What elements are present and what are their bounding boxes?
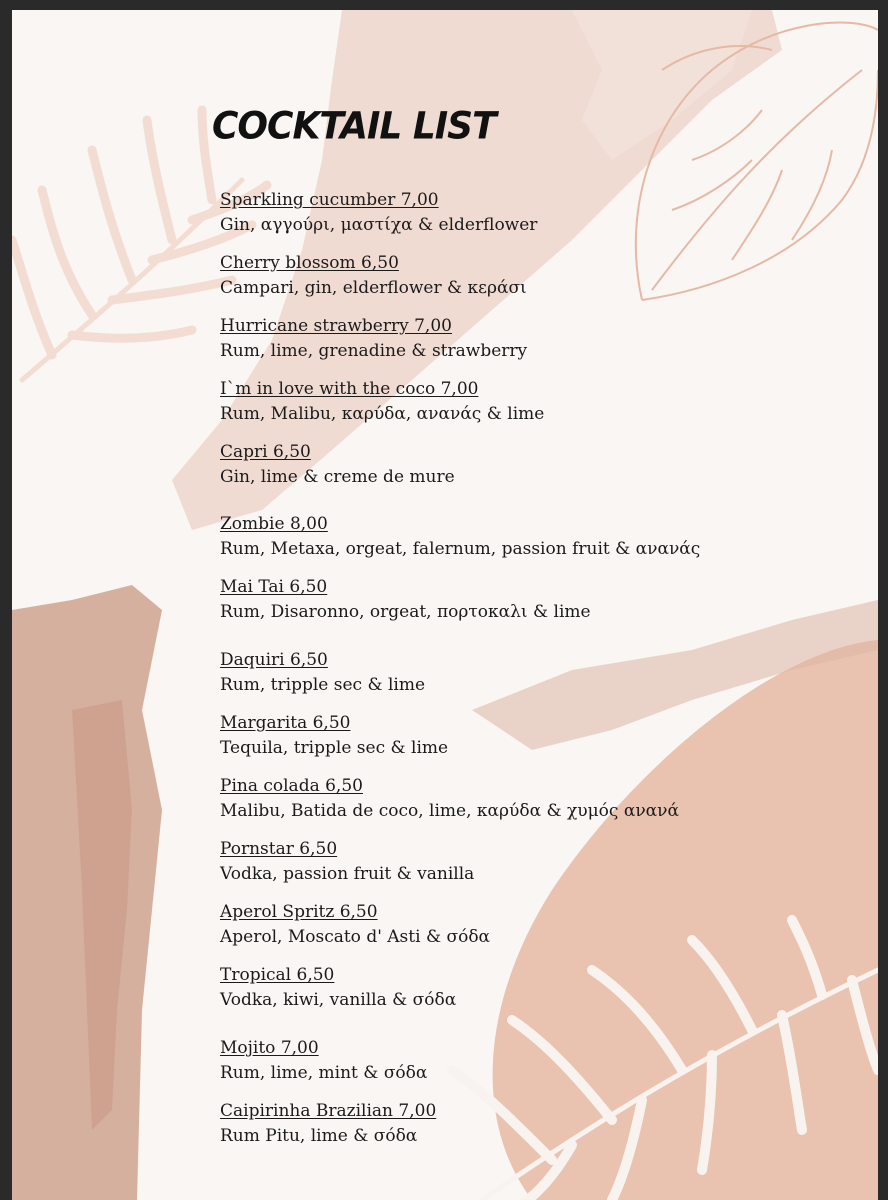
item-ingredients: Malibu, Batida de coco, lime, καρύδα & χυμός ανανά [220, 801, 679, 821]
item-ingredients: Rum, lime, mint & σόδα [220, 1063, 428, 1083]
menu-item [220, 900, 490, 950]
item-name-price: Mai Tai 6,50 [220, 577, 328, 597]
item-ingredients: Vodka, kiwi, vanilla & σόδα [220, 990, 457, 1010]
menu-page [12, 10, 878, 1200]
menu-item [220, 440, 455, 490]
item-name-price: Hurricane strawberry 7,00 [220, 316, 452, 336]
menu-item [220, 837, 474, 887]
item-name-price: Margarita 6,50 [220, 713, 351, 733]
item-name-price: Pornstar 6,50 [220, 839, 338, 859]
item-name-price: Capri 6,50 [220, 442, 311, 462]
menu-item [220, 377, 544, 427]
menu-item [220, 314, 527, 364]
item-ingredients: Rum Pitu, lime & σόδα [220, 1126, 418, 1146]
item-name-price: I`m in love with the coco 7,00 [220, 379, 479, 399]
item-ingredients: Rum, lime, grenadine & strawberry [220, 341, 528, 361]
menu-item [220, 963, 456, 1013]
item-ingredients: Campari, gin, elderflower & κεράσι [220, 278, 527, 298]
menu-item [220, 251, 527, 301]
item-ingredients: Rum, Disaronno, orgeat, πορτοκαλι & lime [220, 602, 591, 622]
item-name-price: Sparkling cucumber 7,00 [220, 190, 439, 210]
item-name-price: Daquiri 6,50 [220, 650, 328, 670]
item-ingredients: Aperol, Moscato d' Asti & σόδα [220, 927, 491, 947]
menu-item [220, 648, 425, 698]
item-ingredients: Tequila, tripple sec & lime [220, 738, 449, 758]
item-name-price: Aperol Spritz 6,50 [220, 902, 378, 922]
item-ingredients: Rum, tripple sec & lime [220, 675, 426, 695]
menu-item [220, 575, 591, 625]
menu-item [220, 512, 700, 562]
menu-item [220, 188, 537, 238]
item-name-price: Caipirinha Brazilian 7,00 [220, 1101, 437, 1121]
page-title: COCKTAIL LIST [212, 104, 496, 149]
menu-item [220, 774, 679, 824]
item-ingredients: Rum, Metaxa, orgeat, falernum, passion fruit & ανανάς [220, 539, 701, 559]
menu-item [220, 1036, 427, 1086]
menu-item [220, 711, 448, 761]
item-ingredients: Gin, lime & creme de mure [220, 467, 455, 487]
item-name-price: Pina colada 6,50 [220, 776, 363, 796]
item-name-price: Tropical 6,50 [220, 965, 335, 985]
item-ingredients: Gin, αγγούρι, μαστίχα & elderflower [220, 215, 538, 235]
item-ingredients: Rum, Malibu, καρύδα, ανανάς & lime [220, 404, 545, 424]
menu-item [220, 1099, 436, 1149]
item-name-price: Mojito 7,00 [220, 1038, 319, 1058]
item-name-price: Cherry blossom 6,50 [220, 253, 399, 273]
item-ingredients: Vodka, passion fruit & vanilla [220, 864, 475, 884]
item-name-price: Zombie 8,00 [220, 514, 328, 534]
